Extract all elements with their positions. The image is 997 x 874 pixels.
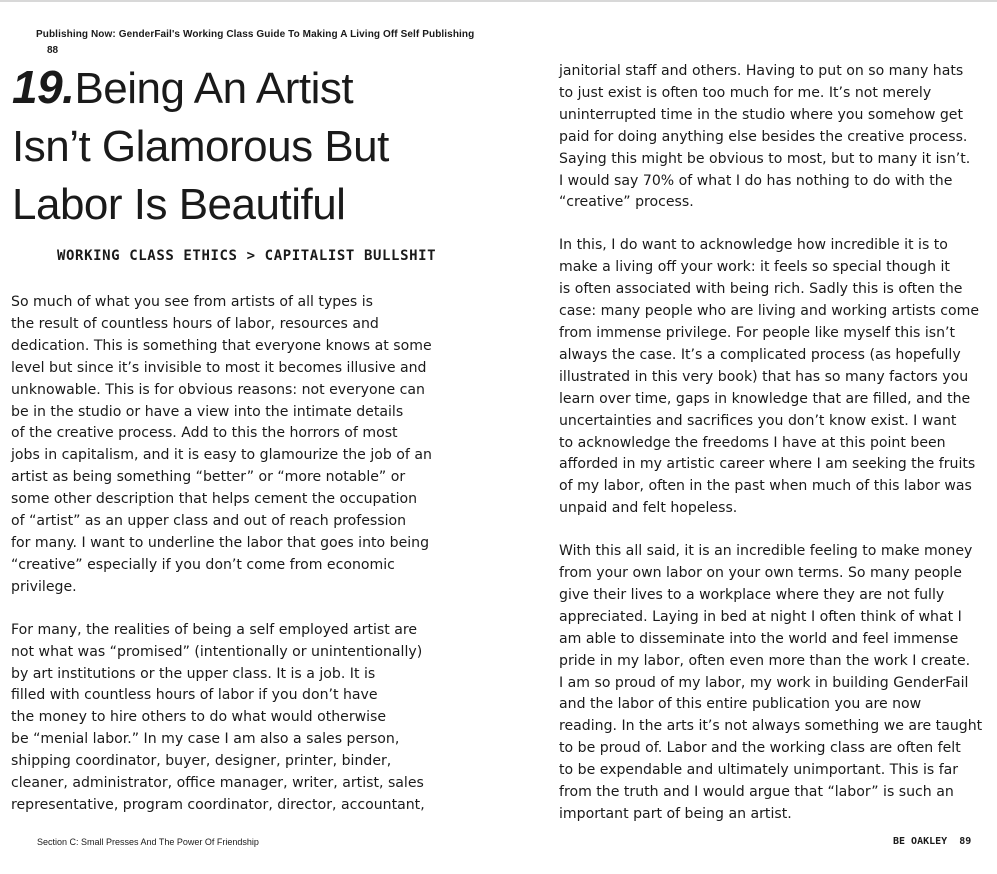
- left-column: [11, 292, 461, 838]
- body-paragraph: So much of what you see from artists of all types is the result of countless hours of labor, resources and dedication. This is something that everyone knows at some level but since it’s invisible to most it becomes illusive and unknowable. This is for obvious reasons: not everyone can be in the studio or have a view into the intimate details of the creative process. Add to this the horrors of most jobs in capitalism, and it is easy to glamourize the job of an artist as being something “better” or “more notable” or some other description that helps cement the occupation of “artist” as an upper class and out of reach profession for many. I want to underline the labor that goes into being “creative” especially if you don’t come from economic privilege.: [11, 294, 432, 595]
- chapter-title: Being An Artist Isn’t Glamorous But Labor Is Beautiful: [12, 64, 389, 229]
- right-column: [559, 61, 997, 847]
- body-paragraph: For many, the realities of being a self employed artist are not what was “promised” (intentionally or unintentionally) by art institutions or the upper class. It is a job. It is filled with countless hours of labor if you don’t have the money to hire others to do what would otherwise be “menial labor.” In my case I am also a sales person, shipping coordinator, buyer, designer, printer, binder, cleaner, administrator, office manager, writer, artist, sales representative, program coordinator, director, accountant,: [11, 621, 425, 813]
- top-divider: [0, 0, 997, 2]
- left-page-number: 88: [47, 45, 59, 56]
- body-paragraph: In this, I do want to acknowledge how incredible it is to make a living off your work: it feels so special though it is often associated with being rich. Sadly this is often the case: many people who are living and working artists come from immense privilege. For people like myself this isn’t always the case. It’s a complicated process (as hopefully illustrated in this very book) that has so many factors you learn over time, gaps in knowledge that are filled, and the uncertainties and sacrifices you don’t know exist. I want to acknowledge the freedoms I have at this point been afforded in my artistic career where I am seeking the fruits of my labor, often in the past when much of this labor was unpaid and felt hopeless.: [559, 237, 979, 517]
- running-head: Publishing Now: GenderFail's Working Class Guide To Making A Living Off Self Publishing: [36, 29, 475, 40]
- section-footer: Section C: Small Presses And The Power Of Friendship: [37, 837, 259, 847]
- author-name: BE OAKLEY: [893, 836, 948, 847]
- chapter-subtitle: WORKING CLASS ETHICS > CAPITALIST BULLSHIT: [57, 248, 437, 264]
- body-paragraph: With this all said, it is an incredible feeling to make money from your own labor on your own terms. So many people give their lives to a workplace where they are not fully appreciated. Laying in bed at night I often think of what I am able to disseminate into the world and feel immense pride in my labor, often even more than the work I create. I am so proud of my labor, my work in building GenderFail and the labor of this entire publication you are now reading. In the arts it’s not always something we are taught to be proud of. Labor and the working class are often felt to be expendable and ultimately unimportant. This is far from the truth and I would argue that “labor” is such an important part of being an artist.: [559, 543, 983, 822]
- right-footer: [881, 836, 971, 847]
- right-page-number: 89: [959, 836, 972, 847]
- chapter-heading: [12, 58, 472, 234]
- chapter-number: 19.: [12, 61, 75, 113]
- body-paragraph: janitorial staff and others. Having to put on so many hats to just exist is often too much for me. It’s not merely uninterrupted time in the studio where you somehow get paid for doing anything else besides the creative process. Saying this might be obvious to most, but to many it isn’t. I would say 70% of what I do has nothing to do with the “creative” process.: [559, 63, 971, 211]
